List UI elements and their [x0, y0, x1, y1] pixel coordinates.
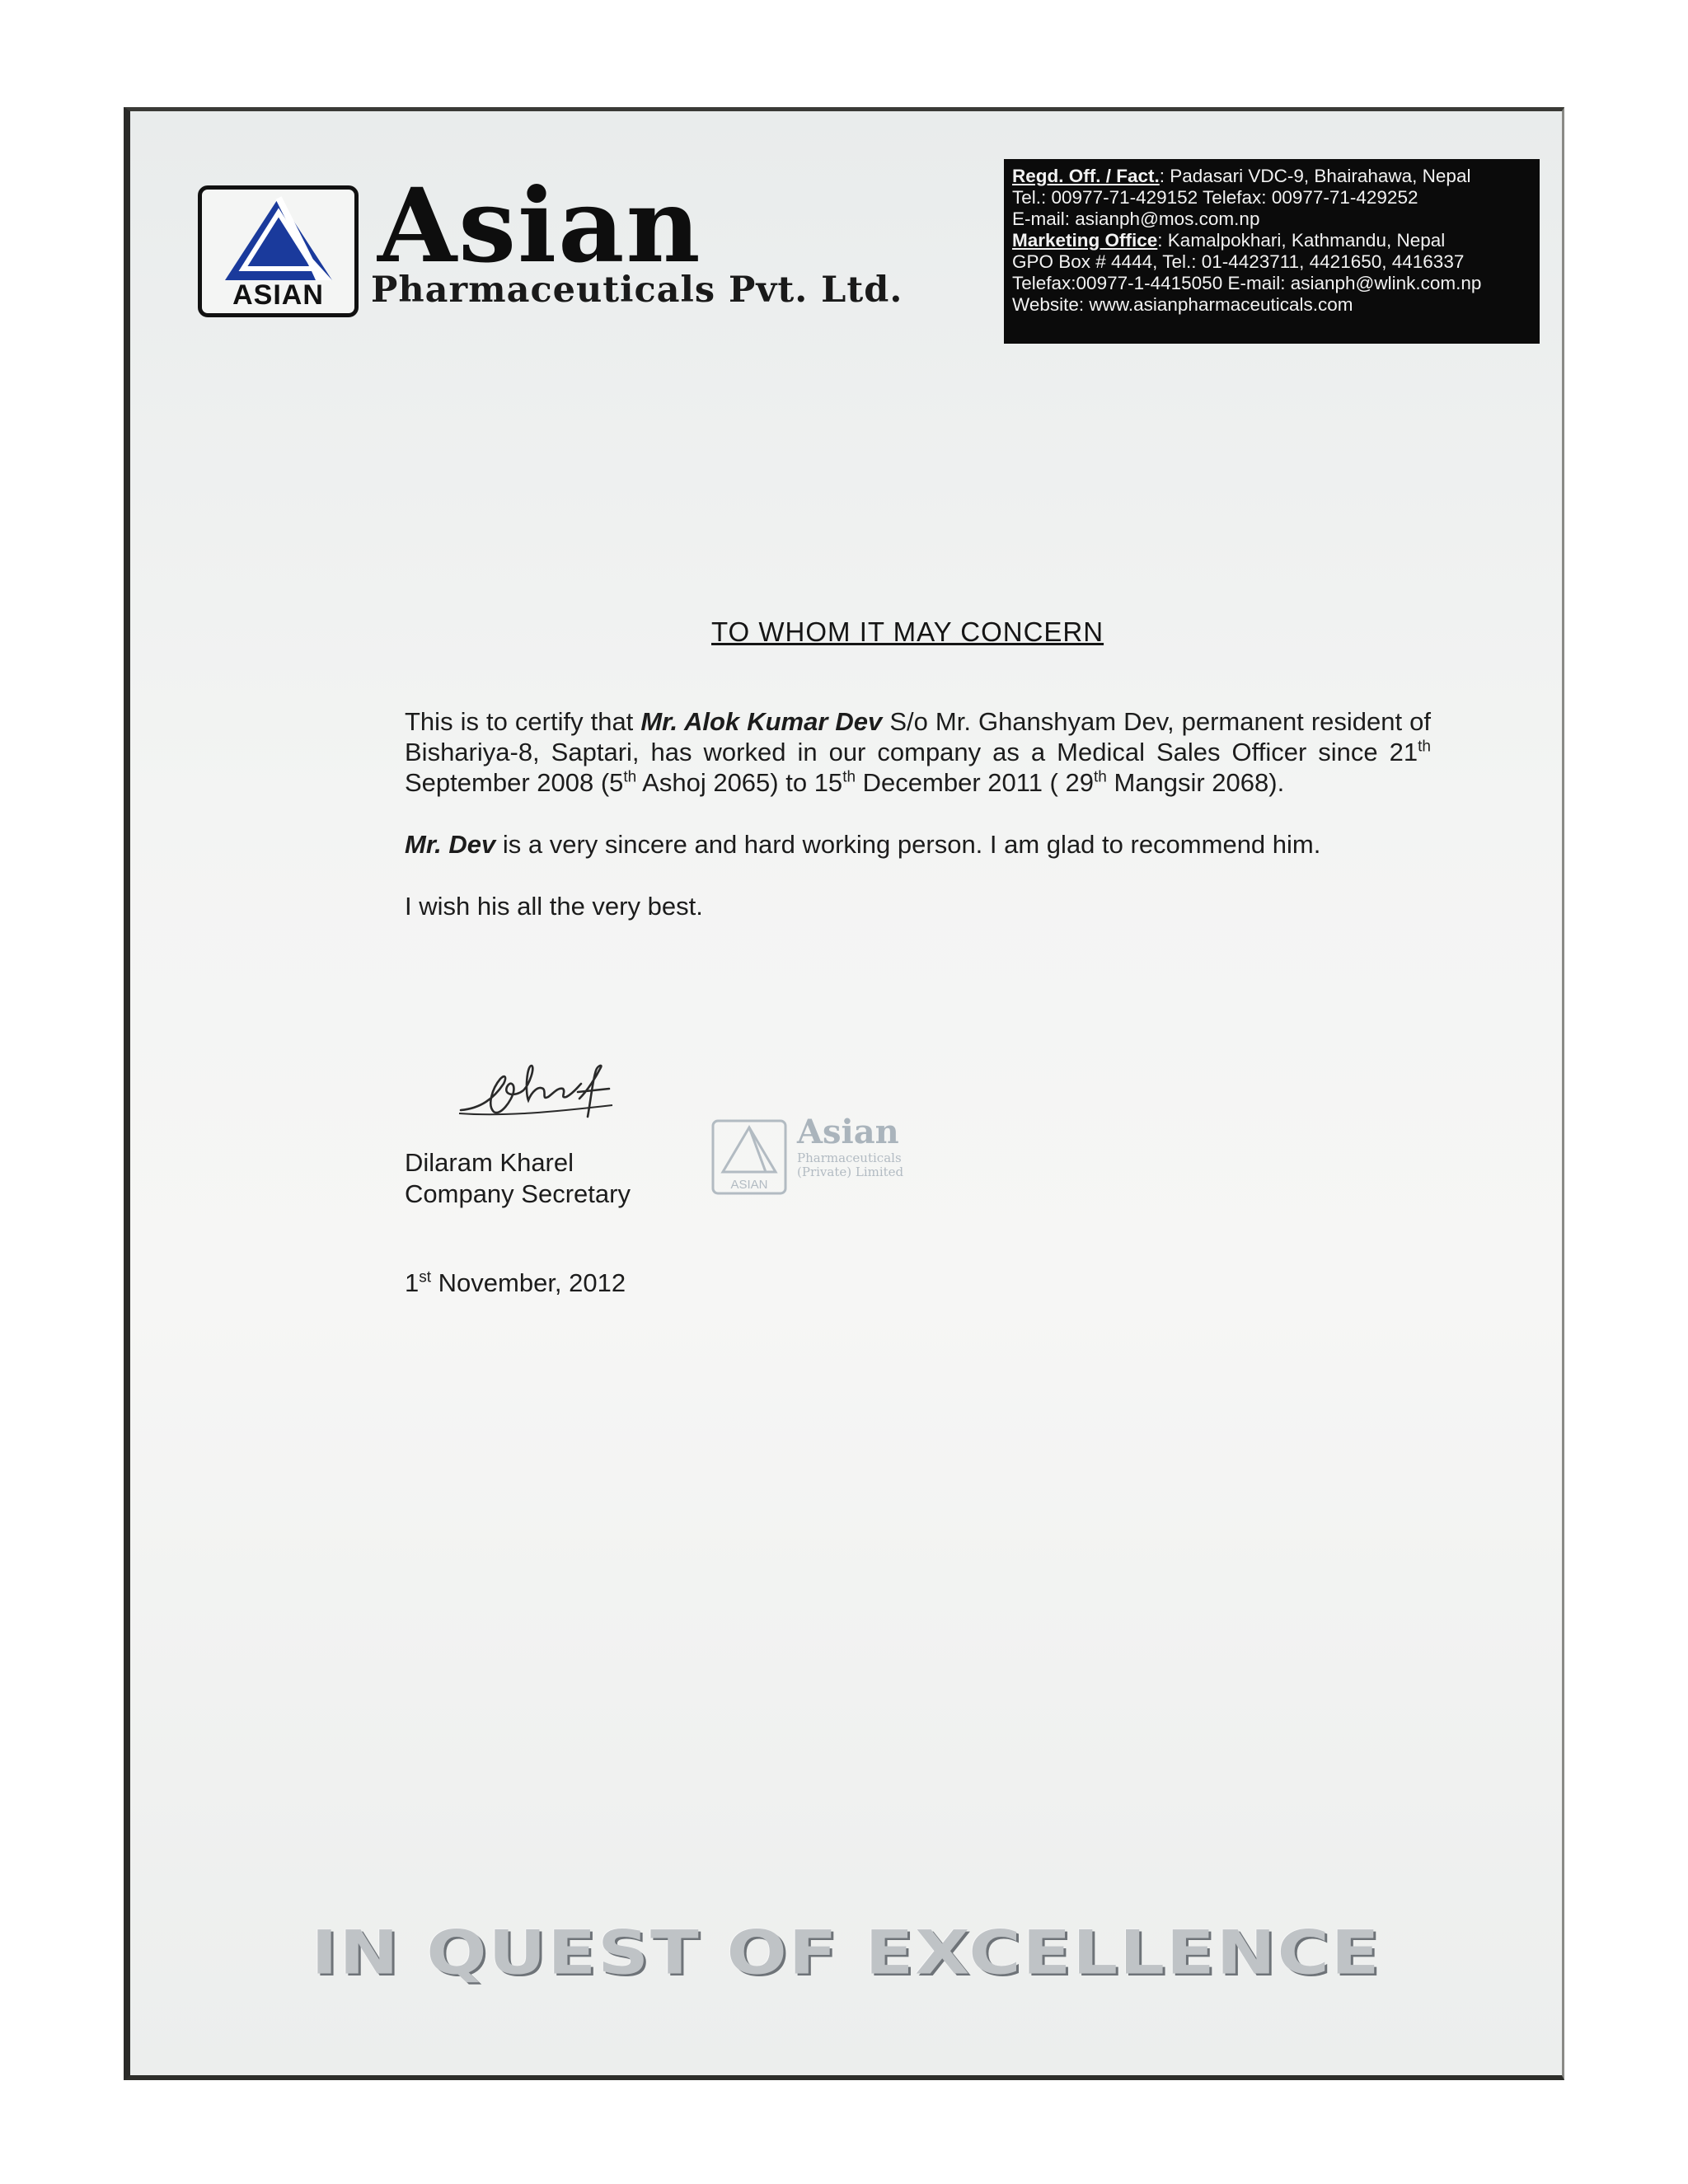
triangle-logo-icon: [217, 194, 340, 285]
company-logo: [198, 185, 359, 317]
address-text: : Kamalpokhari, Kathmandu, Nepal: [1157, 230, 1446, 251]
body-text: December 2011 ( 29: [856, 768, 1094, 797]
signature-image: [456, 1059, 645, 1133]
address-line-email: E-mail: asianph@mos.com.np: [1012, 209, 1260, 229]
stamp-logo-icon: [711, 1119, 787, 1195]
address-text: : Padasari VDC-9, Bhairahawa, Nepal: [1159, 166, 1471, 186]
company-subtitle: Pharmaceuticals Pvt. Ltd.: [371, 269, 903, 311]
company-name: Asian: [377, 166, 702, 286]
date-rest: November, 2012: [431, 1268, 626, 1297]
address-line-marketing: [1012, 230, 1531, 251]
date-day: 1: [405, 1268, 420, 1297]
body-text: This is to certify that: [405, 707, 641, 736]
paragraph-certification: [405, 706, 1431, 798]
signer-title: Company Secretary: [405, 1179, 631, 1208]
employee-short-name: Mr. Dev: [405, 830, 496, 859]
address-block: [1004, 159, 1540, 344]
address-line-regd: [1012, 166, 1531, 187]
paragraph-recommendation: [405, 829, 1431, 860]
letter-date: [405, 1268, 626, 1298]
ordinal-suffix: th: [1418, 738, 1431, 756]
ordinal-suffix: th: [842, 768, 856, 786]
address-label: Marketing Office: [1012, 230, 1158, 251]
stamp-line-2: (Private) Limited: [797, 1165, 904, 1179]
address-line-telefax: Telefax:00977-1-4415050 E-mail: asianph@wlink.com.np: [1012, 273, 1482, 293]
body-text: Ashoj 2065) to 15: [636, 768, 843, 797]
address-line-gpo: GPO Box # 4444, Tel.: 01-4423711, 4421650, 4416337: [1012, 251, 1465, 272]
ordinal-suffix: th: [623, 768, 637, 786]
stamp-abbr: ASIAN: [730, 1178, 768, 1192]
logo-abbreviation: ASIAN: [232, 279, 324, 311]
stamp-line-1: Pharmaceuticals: [797, 1151, 902, 1165]
address-line-website: [1012, 294, 1531, 316]
footer-tagline: IN QUEST OF EXCELLENCE: [311, 1918, 1381, 1989]
body-text: is a very sincere and hard working person. I am glad to recommend him.: [495, 830, 1321, 859]
letter-page: [124, 107, 1564, 2080]
address-text: : www.asianpharmaceuticals.com: [1078, 294, 1353, 315]
letter-body: [405, 706, 1431, 953]
ordinal-suffix: th: [1093, 768, 1107, 786]
address-label: Website: [1012, 294, 1079, 315]
employee-name: Mr. Alok Kumar Dev: [640, 707, 883, 736]
letter-heading: TO WHOM IT MAY CONCERN: [711, 616, 1104, 647]
body-text: September 2008 (5: [405, 768, 624, 797]
address-label: Regd. Off. / Fact.: [1012, 166, 1160, 186]
ordinal-suffix: st: [419, 1268, 432, 1286]
address-line-tel: Tel.: 00977-71-429152 Telefax: 00977-71-429252: [1012, 187, 1418, 208]
signer-name: Dilaram Kharel: [405, 1148, 574, 1177]
stamp-company-name: Asian: [797, 1113, 899, 1151]
body-text: S/o Mr. Ghanshyam Dev, permanent resident of Bishariya-8, Saptari, has worked in our company as a Medical Sales Officer since 21: [405, 707, 1431, 766]
paragraph-wishes: I wish his all the very best.: [405, 892, 703, 921]
body-text: Mangsir 2068).: [1106, 768, 1285, 797]
